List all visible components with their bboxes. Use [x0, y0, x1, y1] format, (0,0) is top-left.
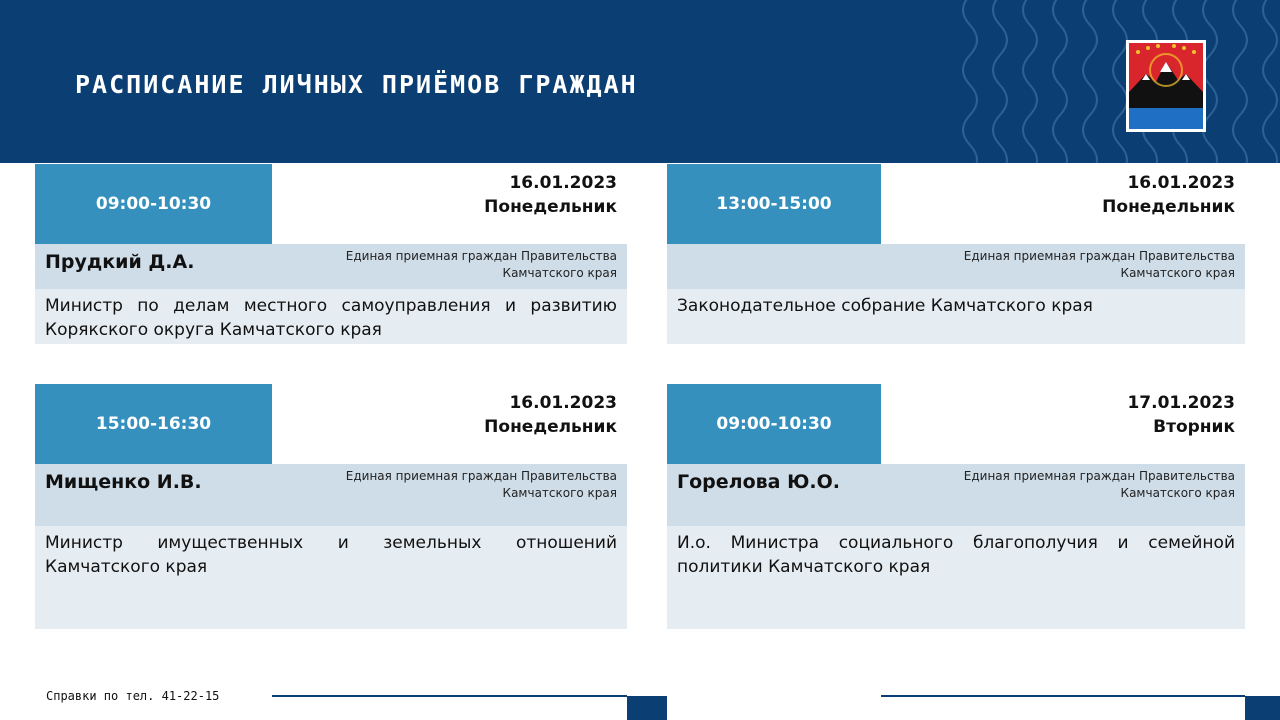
time-slot: 09:00-10:30	[35, 164, 272, 244]
official-position: Законодательное собрание Камчатского края	[677, 296, 1093, 316]
official-name: Прудкий Д.А.	[45, 251, 195, 273]
footer-line-right	[881, 695, 1245, 697]
time-slot: 13:00-15:00	[667, 164, 881, 244]
reception-department: Единая приемная граждан Правительства Камчатского края	[345, 469, 617, 500]
footer-block-mid	[627, 696, 667, 720]
date: 16.01.2023	[1127, 173, 1235, 193]
official-position: И.о. Министра социального благополучия и семейной политики Камчатского края	[677, 533, 1235, 577]
date: 16.01.2023	[509, 393, 617, 413]
description-row	[35, 289, 627, 344]
page-title: РАСПИСАНИЕ ЛИЧНЫХ ПРИЁМОВ ГРАЖДАН	[75, 70, 638, 99]
kamchatka-coat-of-arms-icon	[1126, 40, 1206, 132]
wave-pattern	[960, 0, 1280, 163]
appointment-card-4	[667, 384, 1245, 629]
weekday: Понедельник	[484, 417, 617, 437]
time-slot: 09:00-10:30	[667, 384, 881, 464]
name-row	[35, 244, 627, 289]
date: 17.01.2023	[1127, 393, 1235, 413]
appointment-card-2	[667, 164, 1245, 344]
name-row	[667, 244, 1245, 289]
name-row	[35, 464, 627, 526]
description-row	[35, 526, 627, 629]
date: 16.01.2023	[509, 173, 617, 193]
footer-block-right	[1245, 696, 1280, 720]
footer-block-left	[35, 696, 272, 720]
date-block	[484, 391, 617, 439]
name-row	[667, 464, 1245, 526]
date-block	[1127, 391, 1235, 439]
description-row	[667, 289, 1245, 344]
appointment-card-3	[35, 384, 627, 629]
appointment-card-1	[35, 164, 627, 344]
header-banner	[0, 0, 1280, 163]
official-name: Мищенко И.В.	[45, 471, 202, 493]
time-slot: 15:00-16:30	[35, 384, 272, 464]
official-position: Министр по делам местного самоуправления и развитию Корякского округа Камчатского края	[45, 296, 617, 340]
date-block	[1102, 171, 1235, 219]
footer-line-left	[272, 695, 627, 697]
description-row	[667, 526, 1245, 629]
weekday: Понедельник	[1102, 197, 1235, 217]
official-name: Горелова Ю.О.	[677, 471, 840, 493]
official-position: Министр имущественных и земельных отношений Камчатского края	[45, 533, 617, 577]
reception-department: Единая приемная граждан Правительства Камчатского края	[963, 249, 1235, 280]
weekday: Понедельник	[484, 197, 617, 217]
weekday: Вторник	[1153, 417, 1235, 437]
reception-department: Единая приемная граждан Правительства Камчатского края	[345, 249, 617, 280]
date-block	[484, 171, 617, 219]
reception-department: Единая приемная граждан Правительства Камчатского края	[963, 469, 1235, 500]
phone-info: Справки по тел. 41-22-15	[46, 689, 220, 703]
